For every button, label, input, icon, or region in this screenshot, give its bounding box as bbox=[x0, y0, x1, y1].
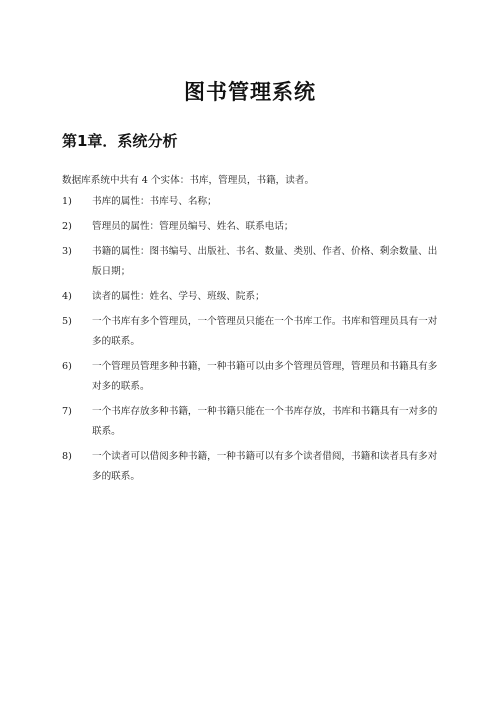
list-item-number: 6) bbox=[62, 361, 72, 372]
list-item-text: 一个管理员管理多种书籍，一种书籍可以由多个管理员管理，管理员和书籍具有多对多的联系。 bbox=[92, 361, 438, 392]
list-item bbox=[62, 287, 442, 307]
list-item bbox=[62, 402, 442, 442]
entity-list bbox=[62, 192, 442, 492]
list-item bbox=[62, 192, 442, 212]
list-item-text: 读者的属性：姓名、学号、班级、院系； bbox=[92, 291, 265, 302]
list-item-number: 8) bbox=[62, 451, 72, 462]
list-item-number: 2) bbox=[62, 221, 72, 232]
list-item-text: 一个读者可以借阅多种书籍，一种书籍可以有多个读者借阅，书籍和读者具有多对多的联系。 bbox=[92, 451, 438, 482]
list-item-number: 7) bbox=[62, 406, 72, 417]
chapter-heading: 第1章．系统分析 bbox=[62, 132, 178, 150]
list-item bbox=[62, 242, 442, 282]
list-item-text: 管理员的属性：管理员编号、姓名、联系电话； bbox=[92, 221, 294, 232]
list-item bbox=[62, 217, 442, 237]
list-item-number: 5) bbox=[62, 316, 72, 327]
list-item bbox=[62, 357, 442, 397]
list-item-number: 4) bbox=[62, 291, 72, 302]
list-item-number: 3) bbox=[62, 246, 72, 257]
document-title: 图书管理系统 bbox=[184, 80, 316, 104]
list-item-text: 一个书库有多个管理员，一个管理员只能在一个书库工作。书库和管理员具有一对多的联系。 bbox=[92, 316, 438, 347]
list-item-text: 一个书库存放多种书籍，一种书籍只能在一个书库存放，书库和书籍具有一对多的联系。 bbox=[92, 406, 438, 437]
list-item bbox=[62, 447, 442, 487]
list-item bbox=[62, 312, 442, 352]
list-item-number: 1) bbox=[62, 196, 72, 207]
list-item-text: 书籍的属性：图书编号、出版社、书名、数量、类别、作者、价格、剩余数量、出版日期； bbox=[92, 246, 438, 277]
intro-paragraph: 数据库系统中共有 4 个实体：书库，管理员，书籍，读者。 bbox=[62, 175, 315, 186]
list-item-text: 书库的属性：书库号、名称； bbox=[92, 196, 217, 207]
